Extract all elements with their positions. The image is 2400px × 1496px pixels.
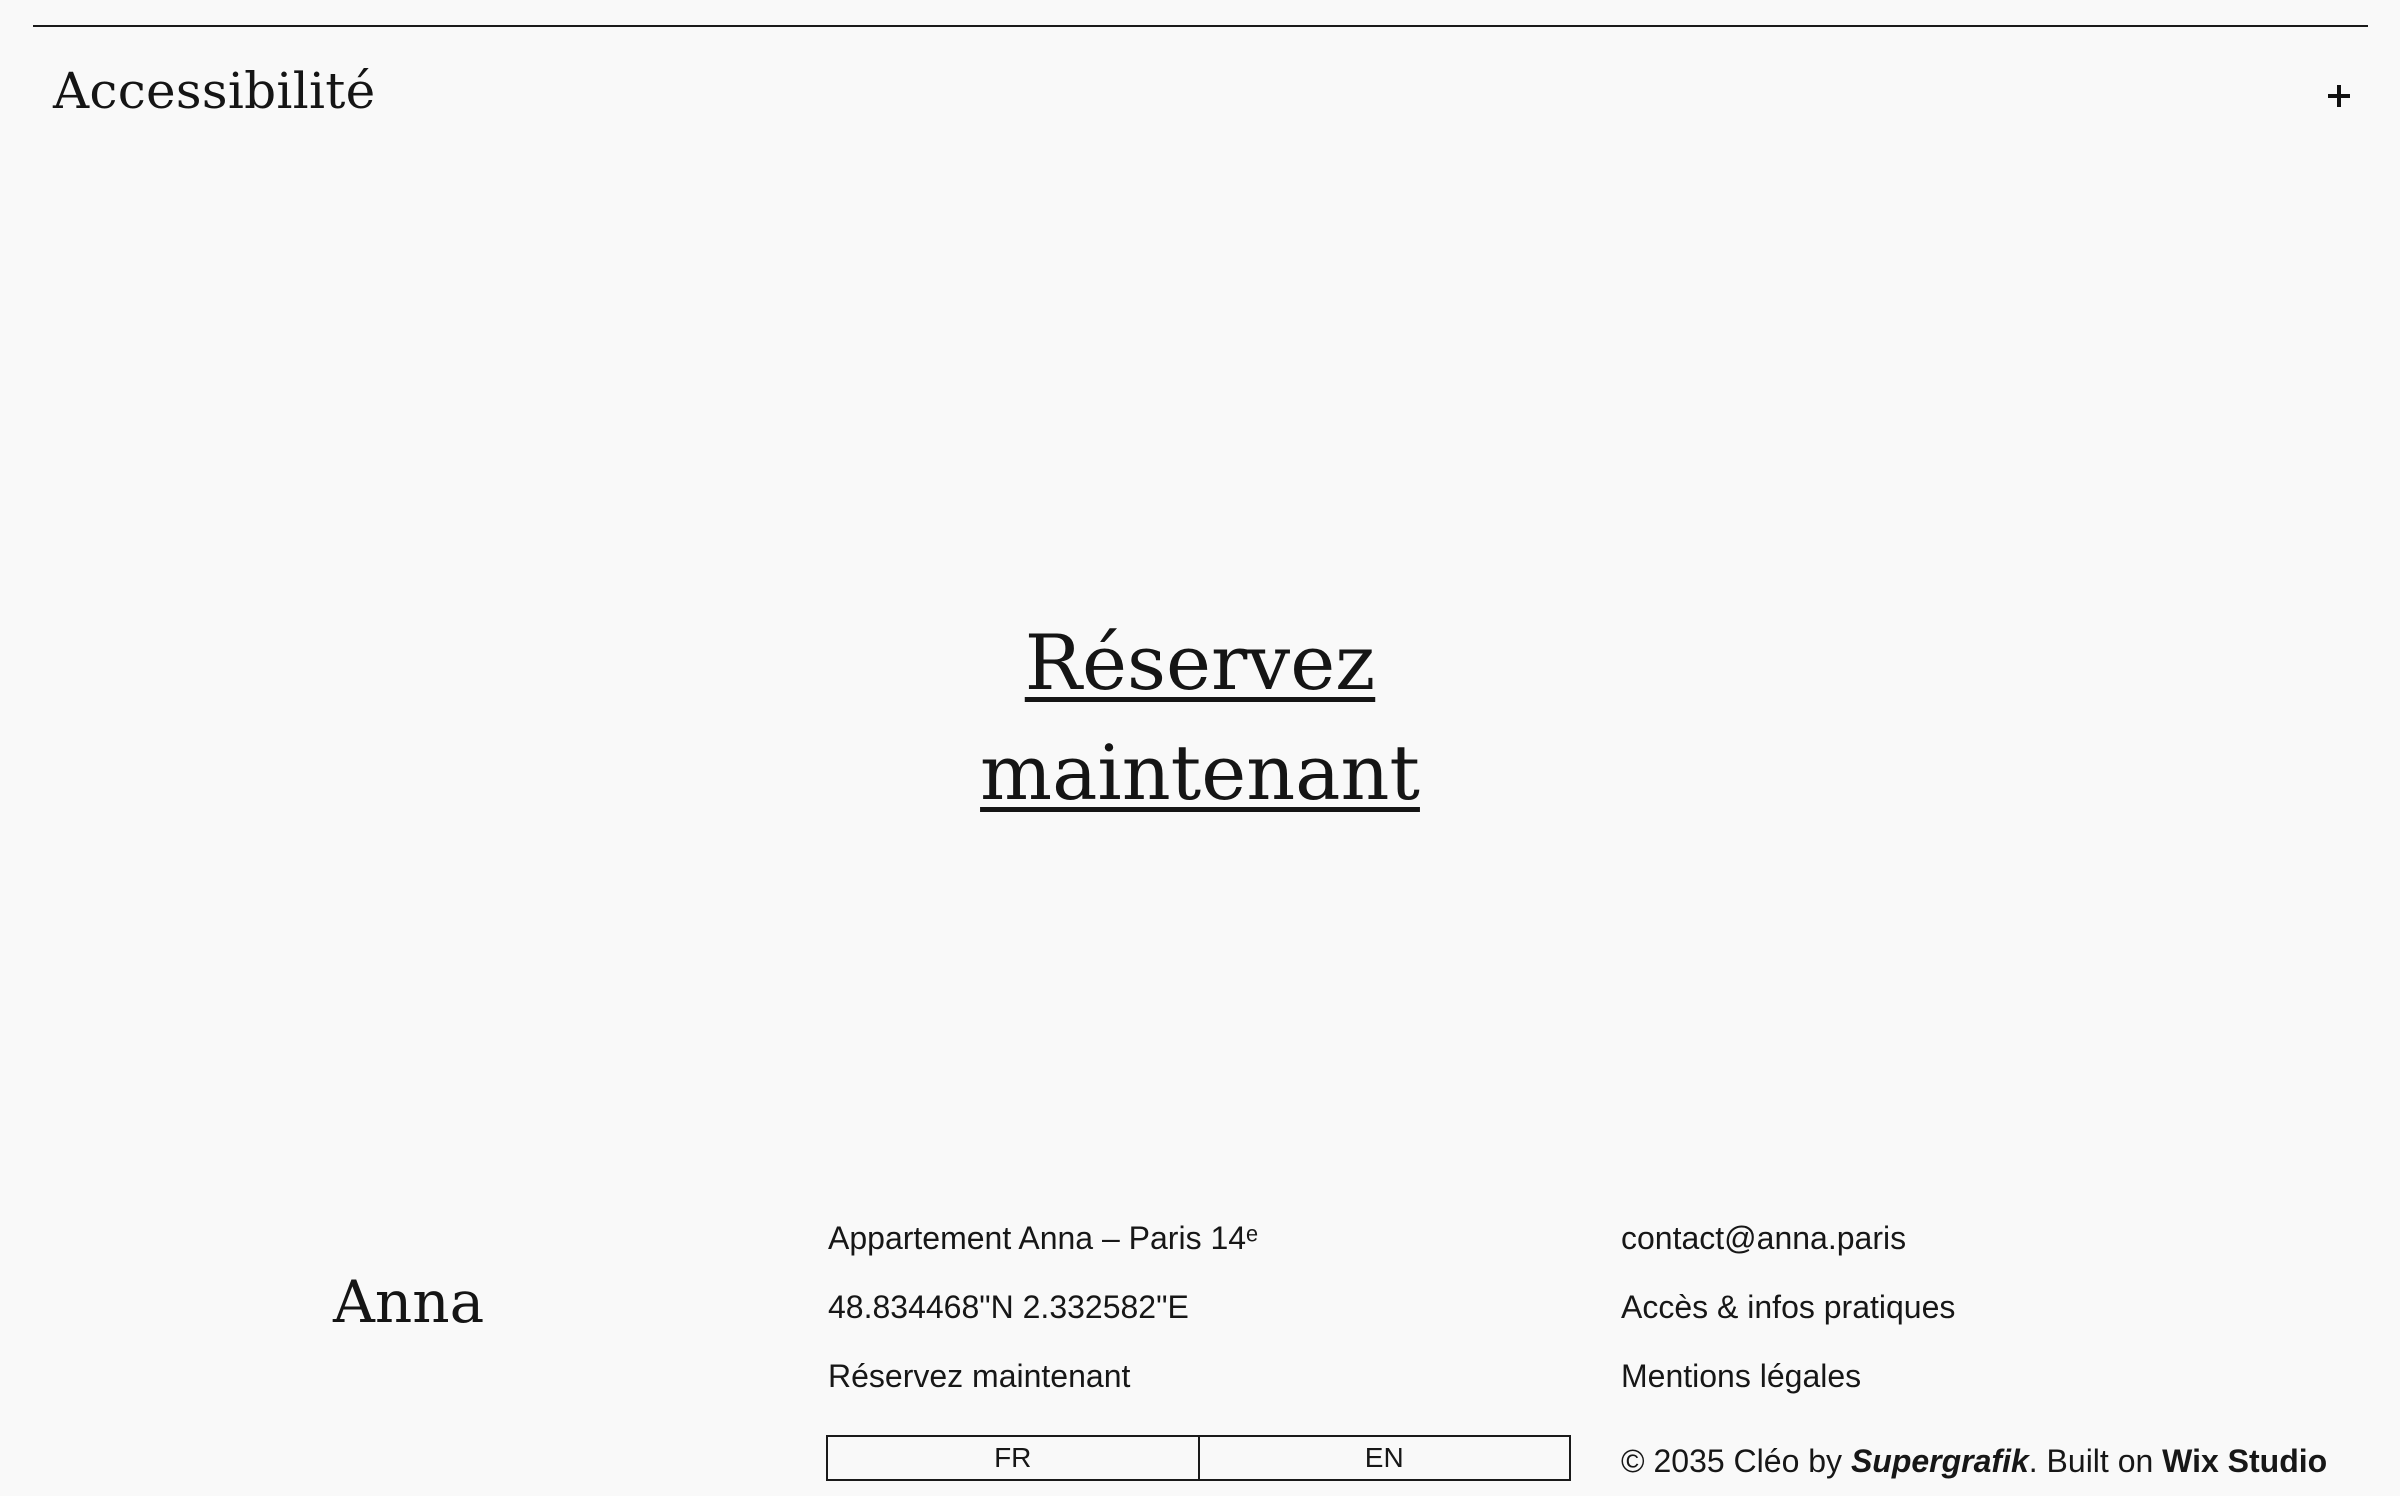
footer-logo[interactable]: Anna [333,1268,485,1336]
footer-book-link[interactable]: Réservez maintenant [828,1358,1131,1394]
footer-coordinates: 48.834468"N 2.332582"E [828,1289,1189,1325]
accessibility-accordion-header[interactable] [33,28,2368,168]
copyright-prefix: © 2035 Cléo by [1621,1443,1851,1479]
top-divider [33,25,2368,27]
language-en-button[interactable]: EN [1198,1437,1570,1479]
language-switcher [826,1435,1571,1481]
copyright-middle: . Built on [2028,1443,2163,1479]
platform-link[interactable]: Wix Studio [2162,1443,2328,1479]
footer-legal-link[interactable]: Mentions légales [1621,1358,1862,1394]
accordion-title: Accessibilité [53,62,376,120]
footer-email-link[interactable]: contact@anna.paris [1621,1220,1907,1256]
footer-access-link[interactable]: Accès & infos pratiques [1621,1289,1956,1325]
book-now-link[interactable] [900,608,1500,828]
language-fr-button[interactable]: FR [994,1442,1032,1473]
cta-line-1: Réservez [1024,618,1376,707]
plus-icon[interactable] [2328,85,2350,107]
footer-column-links [1621,1216,1955,1423]
footer-column-address [828,1216,1258,1423]
designer-link[interactable]: Supergrafik [1850,1443,2029,1479]
footer-address: Appartement Anna – Paris 14ᵉ [828,1220,1258,1256]
cta-line-2: maintenant [980,728,1420,817]
copyright-notice [1621,1439,2327,1483]
